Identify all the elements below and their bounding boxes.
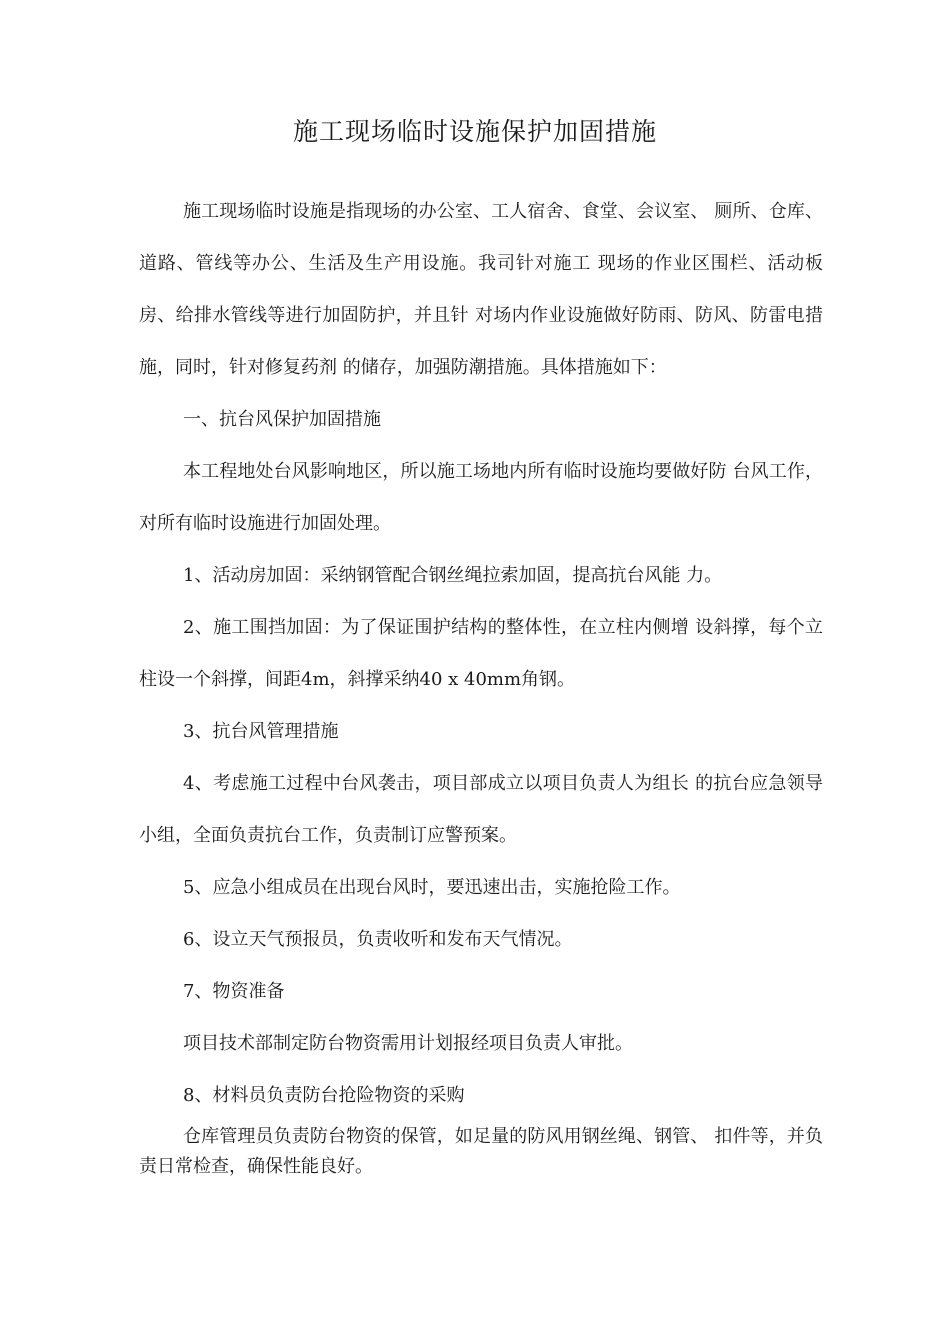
item-3-paragraph: 3、抗台风管理措施 [183, 721, 339, 742]
paragraph-typhoon-area: 本工程地处台风影响地区，所以施工场地内所有临时设施均要做好防 台风工作，对所有临时设施进行加固处理。 [139, 461, 823, 534]
item-8-paragraph: 8、材料员负责防台抢险物资的采购 [183, 1085, 465, 1106]
intro-paragraph: 施工现场临时设施是指现场的办公室、工人宿舍、食堂、会议室、 厕所、仓库、道路、管线等办公、生活及生产用设施。我司针对施工 现场的作业区围栏、活动板房、给排水管线等进行加固防护，并且针 对场内作业设施做好防雨、防风、防雷电措施，同时，针对修复药剂 的储存，加强防潮措施。具体措施如下： [139, 201, 823, 378]
item-1-paragraph: 1、活动房加固：采纳钢管配合钢丝绳拉索加固，提高抗台风能 力。 [183, 565, 723, 586]
item-7-paragraph: 7、物资准备 [183, 981, 285, 1002]
item-4-paragraph: 4、考虑施工过程中台风袭击，项目部成立以项目负责人为组长 的抗台应急领导小组，全面负责抗台工作，负责制订应警预案。 [139, 773, 823, 846]
item-2-paragraph: 2、施工围挡加固：为了保证围护结构的整体性，在立柱内侧增 设斜撑，每个立柱设一个斜撑，间距4m，斜撑采纳40 x 40mm角钢。 [139, 617, 823, 690]
item-5-paragraph: 5、应急小组成员在出现台风时，要迅速出击，实施抢险工作。 [183, 877, 681, 898]
item-6-paragraph: 6、设立天气预报员，负责收听和发布天气情况。 [183, 929, 573, 950]
document-title: 施工现场临时设施保护加固措施 [292, 117, 657, 146]
document-body [139, 186, 823, 1182]
paragraph-supplies-plan: 项目技术部制定防台物资需用计划报经项目负责人审批。 [183, 1033, 633, 1054]
section-heading-typhoon: 一、抗台风保护加固措施 [183, 409, 381, 430]
paragraph-warehouse: 仓库管理员负责防台物资的保管，如足量的防风用钢丝绳、钢管、 扣件等，并负责日常检查，确保性能良好。 [139, 1126, 823, 1177]
